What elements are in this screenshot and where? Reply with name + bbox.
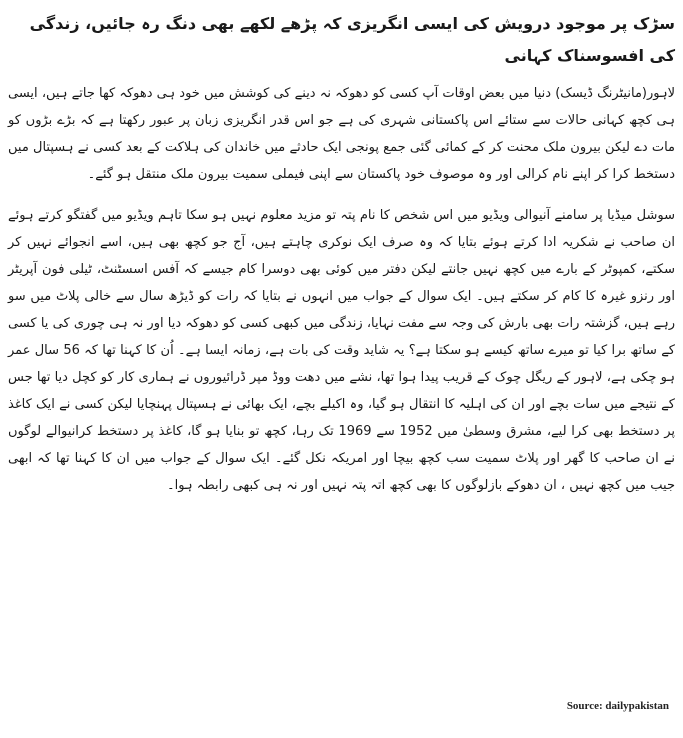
article [8, 8, 675, 513]
article-headline: سڑک پر موجود درویش کی ایسی انگریزی کہ پڑھے لکھے بھی دنگ رہ جائیں، زندگی کی افسوسناک کہانی [29, 14, 675, 65]
article-paragraph: لاہور(مانیٹرنگ ڈیسک) دنیا میں بعض اوقات آپ کسی کو دھوکہ نہ دینے کی کوشش میں خود ہی دھوکہ کھا جاتے ہیں، ایسی ہی کچھ کہانی حالات سے ستائے اس پاکستانی شہری کی ہے جو اس قدر انگریزی زبان پر عبور رکھتا ہے کہ بڑے بڑوں کو مات دے لیکن بیرون ملک محنت کر کے کمائی گئی جمع پونجی ایک حادثے میں خاندان کی ہلاکت کے بعد کسی نے ہسپتال میں دستخط کرا کر اپنے نام کرالی اور وہ موصوف خود پاکستان سے اپنی فیملی سمیت بیرون ملک منتقل ہو گئے۔ [8, 86, 675, 182]
source-credit: Source: dailypakistan [566, 700, 669, 712]
article-paragraph: سوشل میڈیا پر سامنے آنیوالی ویڈیو میں اس شخص کا نام پتہ تو مزید معلوم نہیں ہو سکا تاہم ویڈیو میں گفتگو کرتے ہوئے ان صاحب نے شکریہ ادا کرتے ہوئے بتایا کہ وہ صرف ایک نوکری چاہتے ہیں، آج جو کچھ بھی ہیں، اسے انجوائے نہیں کر سکتے، کمپوٹر کے بارے میں کچھ نہیں جانتے لیکن دفتر میں کوئی بھی دوسرا کام جیسے کہ آفس اسسٹنٹ، ٹیلی فون آپریٹر اور رنزو غیرہ کا کام کر سکتے ہیں۔ ایک سوال کے جواب میں انہوں نے بتایا کہ رات کو ڈیڑھ سال سے خالی پلاٹ میں سو رہے ہیں، گزشتہ رات بھی بارش کی وجہ سے مفت نہایا، زندگی میں کبھی کسی کو دھوکہ دیا اور نہ ہی چوری کی یا کسی کے ساتھ برا کیا تو میرے ساتھ کیسے ہو سکتا ہے؟ یہ شاید وقت کی بات ہے، زمانہ ایسا ہے۔ اُن کا کہنا تھا کہ 56 سال عمر ہو چکی ہے، لاہور کے ریگل چوک کے قریب پیدا ہوا تھا، نشے میں دھت ووڈ مپر ڈرائیوروں نے ہماری کار کو کچل دیا تھا جس کے نتیجے میں سات بچے اور ان کی اہلیہ کا انتقال ہو گیا، وہ اکیلے بچے، ایک بھائی نے ہسپتال پہنچایا لیکن کسی نے ایک کاغذ پر دستخط بھی کرا لیے، مشرق وسطیٰ میں 1952 سے 1969 تک رہا، کچھ تو بنایا ہو گا، کاغذ پر دستخط کرانیوالے لوگوں نے ان صاحب کا گھر اور پلاٹ سمیت سب کچھ بیچا اور امریکہ نکل گئے۔ ایک سوال کے جواب میں ان کا کہنا تھا کہ ابھی جیب میں کچھ نہیں ، ان دھوکے بازلوگوں کا بھی کچھ اتہ پتہ نہیں اور نہ ہی کبھی رابطہ ہوا۔ [8, 208, 676, 493]
